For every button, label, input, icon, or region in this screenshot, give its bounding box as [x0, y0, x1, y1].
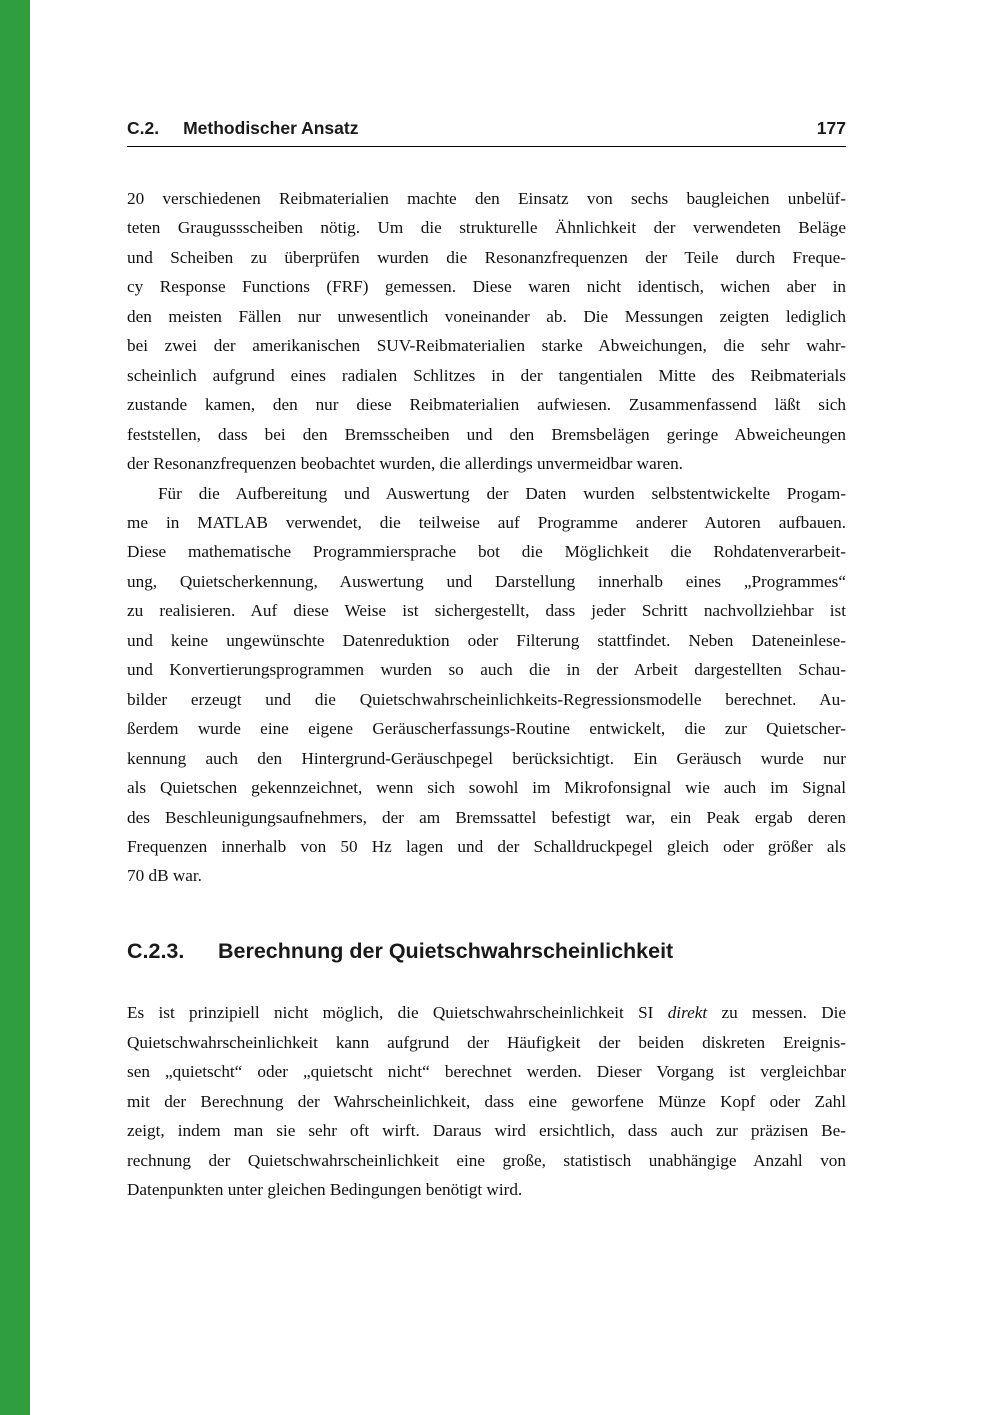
- text-line: bilder erzeugt und die Quietschwahrscheinlichkeits-Regressionsmodelle berechnet. Au-: [127, 689, 846, 709]
- text-line: mit der Berechnung der Wahrscheinlichkeit, dass eine geworfene Münze Kopf oder Zahl: [127, 1091, 846, 1111]
- running-header-section-title: Methodischer Ansatz: [183, 118, 359, 138]
- page-edge-accent-bar: [0, 0, 30, 1415]
- running-header: [127, 118, 846, 139]
- text-line: als Quietschen gekennzeichnet, wenn sich sowohl im Mikrofonsignal wie auch im Signal: [127, 778, 846, 798]
- paragraph: [127, 184, 846, 479]
- running-header-left: [127, 118, 358, 139]
- text-line: 70 dB war.: [127, 866, 202, 886]
- paragraph: [127, 479, 846, 891]
- text-line: 20 verschiedenen Reibmaterialien machte den Einsatz von sechs baugleichen unbelüf-: [127, 189, 846, 208]
- text-line: der Resonanzfrequenzen beobachtet wurden, die allerdings unvermeidbar waren.: [127, 454, 683, 474]
- section-heading-number: C.2.3.: [127, 938, 185, 963]
- page-number: 177: [816, 118, 846, 138]
- text-line: rechnung der Quietschwahrscheinlichkeit eine große, statistisch unabhängige Anzahl von: [127, 1150, 846, 1170]
- text-line: Quietschwahrscheinlichkeit kann aufgrund der Häufigkeit der beiden diskreten Ereignis-: [127, 1032, 846, 1052]
- text-line: ung, Quietscherkennung, Auswertung und Darstellung innerhalb eines „Programmes“: [127, 571, 846, 591]
- text-line: scheinlich aufgrund eines radialen Schlitzes in der tangentialen Mitte des Reibmaterials: [127, 365, 846, 385]
- text-line: den meisten Fällen nur unwesentlich voneinander ab. Die Messungen zeigten lediglich: [127, 306, 846, 326]
- text-line: bei zwei der amerikanischen SUV-Reibmaterialien starke Abweichungen, die sehr wahr-: [127, 336, 846, 356]
- text-line: kennung auch den Hintergrund-Geräuschpegel berücksichtigt. Ein Geräusch wurde nur: [127, 748, 846, 768]
- text-line: me in MATLAB verwendet, die teilweise auf Programme anderer Autoren aufbauen.: [127, 512, 846, 532]
- text-line: zu realisieren. Auf diese Weise ist sichergestellt, dass jeder Schritt nachvollziehbar ist: [127, 601, 846, 621]
- text-line: teten Graugussscheiben nötig. Um die strukturelle Ähnlichkeit der verwendeten Beläge: [127, 218, 846, 238]
- text-line: feststellen, dass bei den Bremsscheiben und den Bremsbelägen geringe Abweicheungen: [127, 424, 846, 444]
- text-line: zeigt, indem man sie sehr oft wirft. Daraus wird ersichtlich, dass auch zur präzisen Be-: [127, 1121, 846, 1141]
- header-rule: [127, 146, 846, 147]
- paragraph: [127, 998, 846, 1204]
- section-heading-title: Berechnung der Quietschwahrscheinlichkeit: [218, 938, 674, 963]
- text-line: und Scheiben zu überprüfen wurden die Resonanzfrequenzen der Teile durch Freque-: [127, 247, 846, 267]
- text-line: Es ist prinzipiell nicht möglich, die Quietschwahrscheinlichkeit SI direkt zu messen. Die: [127, 1003, 847, 1023]
- page-content: [127, 118, 846, 1205]
- section-heading: [127, 937, 846, 966]
- text-line: des Beschleunigungsaufnehmers, der am Bremssattel befestigt war, ein Peak ergab deren: [127, 807, 846, 827]
- text-line: sen „quietscht“ oder „quietscht nicht“ berechnet werden. Dieser Vorgang ist vergleichbar: [127, 1062, 846, 1082]
- text-line: cy Response Functions (FRF) gemessen. Diese waren nicht identisch, wichen aber in: [127, 277, 846, 297]
- text-line: zustande kamen, den nur diese Reibmaterialien aufwiesen. Zusammenfassend läßt sich: [127, 395, 846, 415]
- text-line: Frequenzen innerhalb von 50 Hz lagen und der Schalldruckpegel gleich oder größer als: [127, 836, 846, 856]
- text-line: Datenpunkten unter gleichen Bedingungen benötigt wird.: [127, 1180, 523, 1200]
- document-body: [127, 184, 846, 1205]
- text-line: und Konvertierungsprogrammen wurden so auch die in der Arbeit dargestellten Schau-: [127, 660, 846, 680]
- text-line: Diese mathematische Programmiersprache bot die Möglichkeit die Rohdatenverarbeit-: [127, 542, 846, 562]
- text-line: Für die Aufbereitung und Auswertung der Daten wurden selbstentwickelte Progam-: [158, 483, 846, 503]
- text-line: und keine ungewünschte Datenreduktion oder Filterung stattfindet. Neben Dateneinlese-: [127, 630, 846, 650]
- running-header-section-number: C.2.: [127, 118, 160, 138]
- text-line: ßerdem wurde eine eigene Geräuscherfassungs-Routine entwickelt, die zur Quietscher-: [127, 719, 846, 739]
